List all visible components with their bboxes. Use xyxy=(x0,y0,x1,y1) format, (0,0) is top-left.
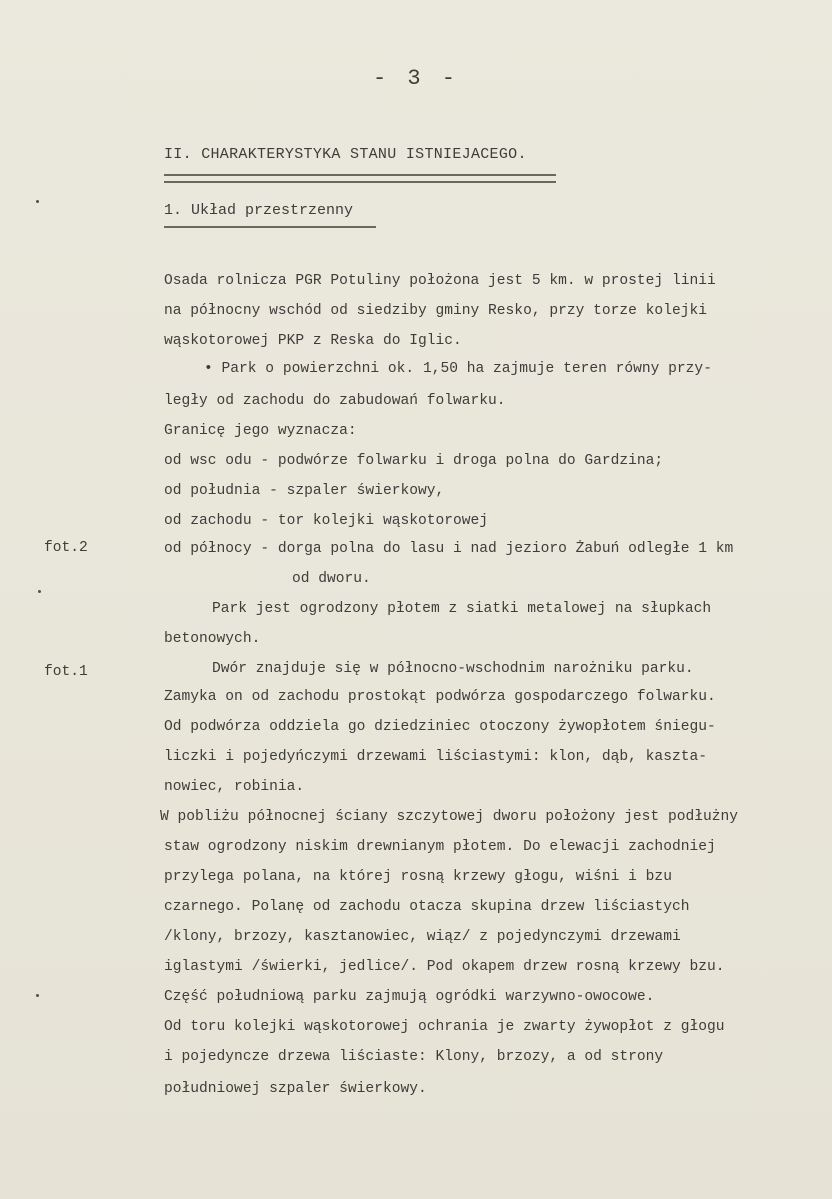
paper-speck xyxy=(36,994,39,997)
text-line: Park jest ogrodzony płotem z siatki metalowej na słupkach xyxy=(212,601,712,617)
text-line: na północny wschód od siedziby gminy Resko, przy torze kolejki xyxy=(164,303,707,319)
text-line: staw ogrodzony niskim drewnianym płotem. Do elewacji zachodniej xyxy=(164,839,716,855)
text-line: od dworu. xyxy=(292,571,371,587)
page-number: - 3 - xyxy=(372,66,459,91)
text-line: nowiec, robinia. xyxy=(164,779,305,795)
text-line: • Park o powierzchni ok. 1,50 ha zajmuje teren równy przy- xyxy=(204,361,712,377)
text-line: /klony, brzozy, kasztanowiec, wiąz/ z pojedynczymi drzewami xyxy=(164,929,681,945)
text-line: liczki i pojedyńczymi drzewami liściastymi: klon, dąb, kaszta- xyxy=(164,749,707,765)
text-line: przylega polana, na której rosną krzewy głogu, wiśni i bzu xyxy=(164,869,672,885)
text-line: od zachodu - tor kolejki wąskotorowej xyxy=(164,513,489,529)
text-line: i pojedyncze drzewa liściaste: Klony, brzozy, a od strony xyxy=(164,1049,664,1065)
text-line: Część południową parku zajmują ogródki warzywno-owocowe. xyxy=(164,989,655,1005)
text-line: od wsc odu - podwórze folwarku i droga polna do Gardzina; xyxy=(164,453,664,469)
text-line: wąskotorowej PKP z Reska do Iglic. xyxy=(164,333,462,349)
paper-speck xyxy=(36,200,39,203)
text-line: legły od zachodu do zabudowań folwarku. xyxy=(164,393,506,409)
text-line: Dwór znajduje się w północno-wschodnim narożniku parku. xyxy=(212,661,694,677)
text-line: Od podwórza oddziela go dziedziniec otoczony żywopłotem śniegu- xyxy=(164,719,716,735)
margin-note-fot-2: fot.2 xyxy=(44,540,88,556)
text-line: czarnego. Polanę od zachodu otacza skupina drzew liściastych xyxy=(164,899,690,915)
section-heading: II. CHARAKTERYSTYKA STANU ISTNIEJACEGO. xyxy=(164,146,527,163)
text-line: Od toru kolejki wąskotorowej ochrania je zwarty żywopłot z głogu xyxy=(164,1019,725,1035)
text-line: iglastymi /świerki, jedlice/. Pod okapem drzew rosną krzewy bzu. xyxy=(164,959,725,975)
subheading-underline xyxy=(164,226,376,228)
text-line: Osada rolnicza PGR Potuliny położona jest 5 km. w prostej linii xyxy=(164,273,716,289)
text-line: południowej szpaler świerkowy. xyxy=(164,1081,427,1097)
heading-double-underline xyxy=(164,174,556,183)
text-line: od północy - dorga polna do lasu i nad jezioro Żabuń odległe 1 km xyxy=(164,541,734,557)
margin-note-fot-1: fot.1 xyxy=(44,664,88,680)
paper-speck xyxy=(38,590,41,593)
subsection-heading: 1. Układ przestrzenny xyxy=(164,202,354,219)
text-line: Zamyka on od zachodu prostokąt podwórza gospodarczego folwarku. xyxy=(164,689,716,705)
text-line: od południa - szpaler świerkowy, xyxy=(164,483,445,499)
text-line: W pobliżu północnej ściany szczytowej dworu położony jest podłużny xyxy=(160,809,739,825)
text-line: Granicę jego wyznacza: xyxy=(164,423,357,439)
text-line: betonowych. xyxy=(164,631,261,647)
